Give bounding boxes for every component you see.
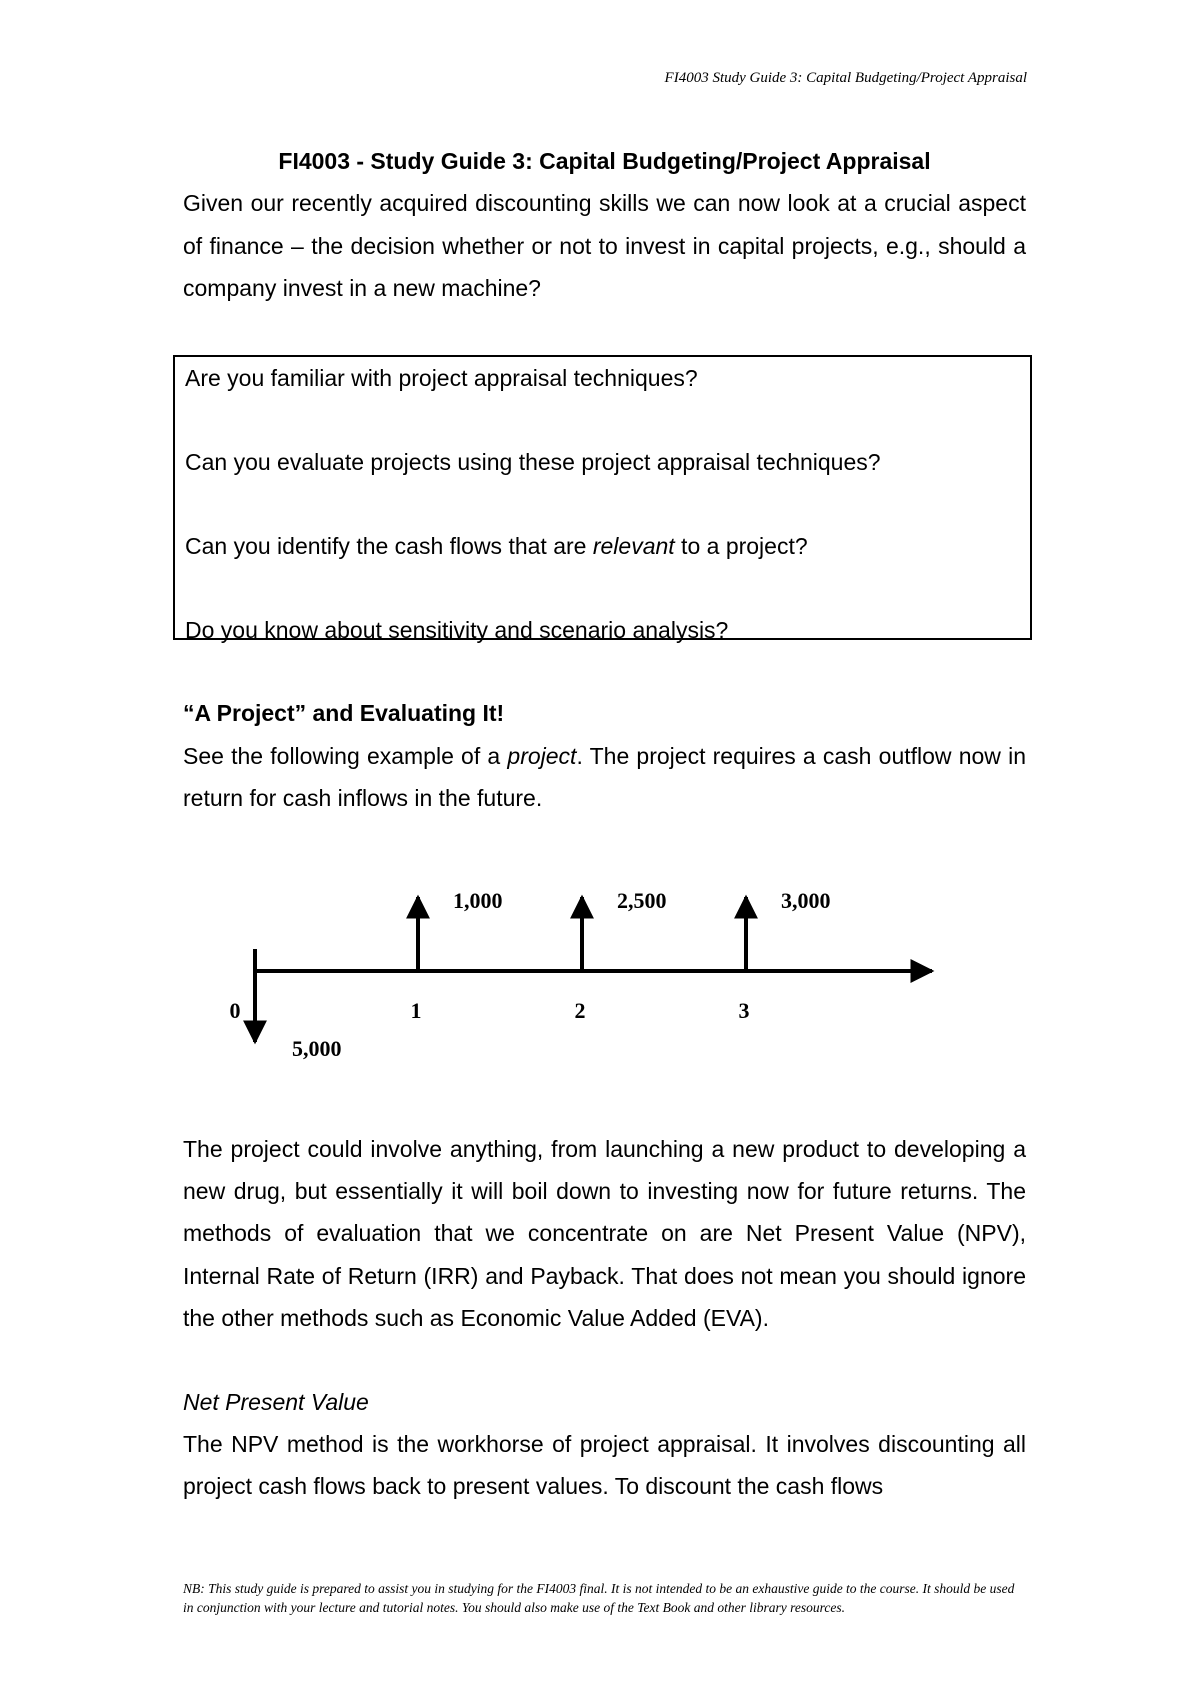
section-heading-npv: Net Present Value: [183, 1389, 369, 1416]
period-label-3: 3: [738, 998, 750, 1023]
checklist-question-2: Can you evaluate projects using these project appraisal techniques?: [185, 449, 881, 475]
checklist-question-1: Are you familiar with project appraisal techniques?: [185, 365, 698, 391]
p1-text-post: . The project requires a cash outflow now in return for cash inflows in the future.: [183, 742, 1026, 811]
section-heading-project: “A Project” and Evaluating It!: [183, 700, 505, 726]
period-label-2: 2: [574, 998, 586, 1023]
checklist-question-4: Do you know about sensitivity and scenario analysis?: [185, 617, 729, 643]
p1-emphasis: project: [507, 742, 577, 769]
checklist-question-3: [185, 525, 1020, 567]
period-label-1: 1: [410, 998, 422, 1023]
footnote: NB: This study guide is prepared to assist you in studying for the FI4003 final. It is not intended to be an exhaustive guide to the course. It should be used in conjunction with your lecture and tutorial notes. You should also make use of the Text Book and other library resources.: [183, 1581, 1015, 1615]
q3-emphasis: relevant: [592, 533, 675, 559]
project-paragraph-1: [183, 735, 1026, 820]
p1-text-pre: See the following example of a: [183, 742, 508, 769]
inflow-label-1: 1,000: [453, 888, 503, 913]
npv-paragraph: The NPV method is the workhorse of project appraisal. It involves discounting all project cash flows back to present values. To discount the cash flows: [183, 1431, 1026, 1500]
intro-paragraph: Given our recently acquired discounting skills we can now look at a crucial aspect of finance – the decision whether or not to invest in capital projects, e.g., should a company invest in a new machine?: [183, 190, 1026, 301]
q3-text-post: to a project?: [674, 533, 808, 559]
inflow-label-2: 2,500: [617, 888, 667, 913]
outflow-label-0: 5,000: [292, 1036, 342, 1061]
intro-section: [183, 140, 1026, 310]
q3-text-pre: Can you identify the cash flows that are: [185, 533, 593, 559]
period-label-0: 0: [229, 998, 241, 1023]
checklist-box: [173, 355, 1032, 643]
methods-section: [183, 1128, 1026, 1508]
methods-paragraph: The project could involve anything, from launching a new product to developing a new drug, but essentially it will boil down to investing now for future returns. The methods of evaluation that we concentrate on are Net Present Value (NPV), Internal Rate of Return (IRR) and Payback. That does not mean you should ignore the other methods such as Economic Value Added (EVA).: [183, 1136, 1026, 1331]
running-header: FI4003 Study Guide 3: Capital Budgeting/Project Appraisal: [664, 70, 1027, 86]
project-section: [183, 692, 1026, 820]
page-title: FI4003 - Study Guide 3: Capital Budgeting/Project Appraisal: [278, 148, 931, 174]
inflow-label-3: 3,000: [781, 888, 831, 913]
